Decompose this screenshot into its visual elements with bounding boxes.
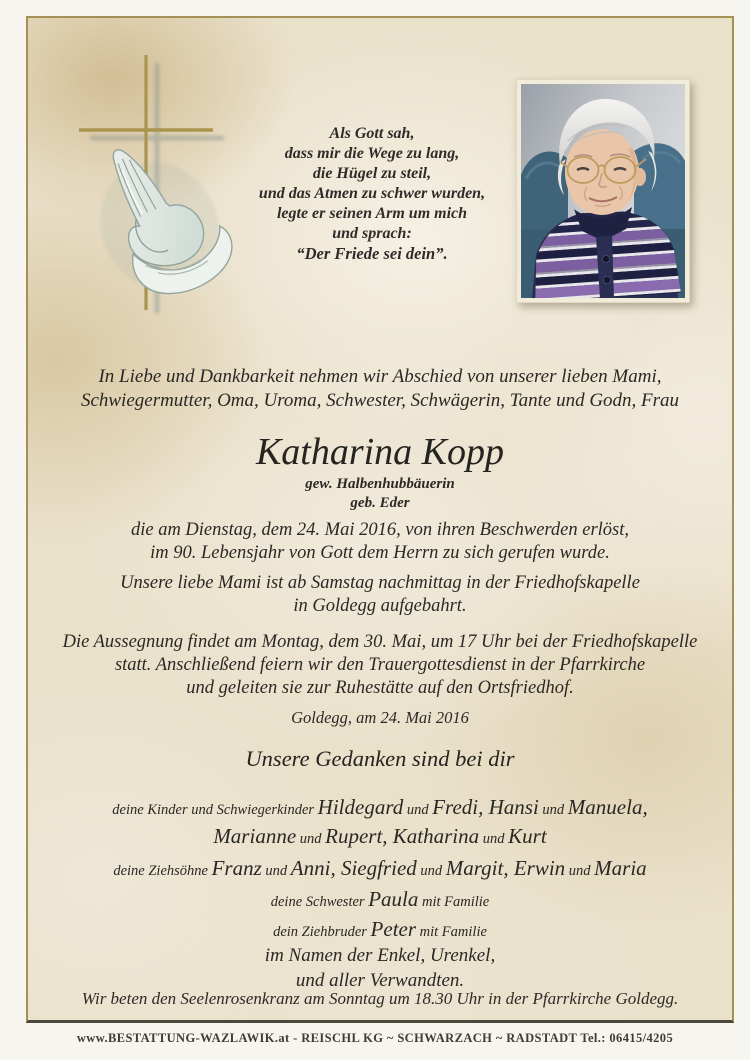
portrait-photo [516,79,690,303]
deceased-former-title: gew. Halbenhubbäuerin [305,476,455,492]
thoughts-heading: Unsere Gedanken sind bei dir [245,746,515,771]
poem-quote-line: “Der Friede sei dein”. [296,244,448,263]
service-line: und geleiten sie zur Ruhestätte auf den Ortsfriedhof. [186,678,574,698]
mourner-text-small: mit Familie [418,894,490,910]
mourner-text-small: und [416,863,446,879]
poem-line: die Hügel zu steil, [312,165,432,182]
intro-line: In Liebe und Dankbarkeit nehmen wir Abschied von unserer lieben Mami, [98,366,662,387]
mourner-text-medium: im Namen der Enkel, Urenkel, [264,945,496,966]
dateline: Goldegg, am 24. Mai 2016 [291,708,469,727]
intro-paragraph [28,365,732,413]
service-paragraph [28,631,732,700]
mourner-text-small: und [296,831,326,847]
mourner-text-name: Rupert, Katharina [325,824,480,848]
poem-line: legte er seinen Arm um mich [276,205,468,222]
laying-out-line: Unsere liebe Mami ist ab Samstag nachmittag in der Friedhofskapelle [120,573,640,593]
rosary-note: Wir beten den Seelenrosenkranz am Sonntag um 18.30 Uhr in der Pfarrkirche Goldegg. [81,989,679,1008]
mourner-text-name: Margit, Erwin [445,856,566,880]
poem-line: dass mir die Wege zu lang, [284,145,460,162]
mourner-text-small: und [565,863,595,879]
laying-out-paragraph [28,572,732,618]
mourner-text-medium: und aller Verwandten. [295,970,465,991]
mourner-text-small: deine Kinder und Schwiegerkinder [112,802,318,818]
mourner-text-name: Fredi, Hansi [432,795,539,819]
mourner-text-small: und [479,831,509,847]
funeral-home-footer: www.BESTATTUNG-WAZLAWIK.at - REISCHL KG ~ SCHWARZACH ~ RADSTADT Tel.: 06415/4205 [76,1031,674,1045]
service-line: statt. Anschließend feiern wir den Trauergottesdienst in der Pfarrkirche [114,655,646,675]
poem-line: und sprach: [332,225,412,242]
mourner-text-small: deine Ziehsöhne [113,863,212,879]
death-line: die am Dienstag, dem 24. Mai 2016, von ihren Beschwerden erlöst, [130,520,630,540]
mourner-text-small: mit Familie [416,924,487,940]
mourner-text-small: deine Schwester [270,894,369,910]
deceased-maiden-name: geb. Eder [350,495,410,511]
intro-line: Schwiegermutter, Oma, Uroma, Schwester, Schwägerin, Tante und Godn, Frau [80,390,680,411]
laying-out-line: in Goldegg aufgebahrt. [293,596,467,616]
opening-poem [172,124,572,264]
poem-line: und das Atmen zu schwer wurden, [258,185,486,202]
mourner-text-name: Kurt [508,824,547,848]
mourner-text-small: und [261,863,291,879]
mourners-line [28,823,732,852]
mourner-text-name: Hildegard [317,795,404,819]
mourner-text-name: Peter [370,917,417,941]
mourner-text-name: Paula [368,887,419,911]
mourner-text-name: Maria [594,856,647,880]
service-line: Die Aussegnung findet am Montag, dem 30. Mai, um 17 Uhr bei der Friedhofskapelle [62,632,698,652]
mourners-list [28,794,732,994]
death-line: im 90. Lebensjahr von Gott dem Herrn zu sich gerufen wurde. [150,543,610,563]
mourner-text-name: Manuela, [567,795,648,819]
mourners-line [28,887,732,914]
death-paragraph [28,519,732,565]
mourner-text-name: Marianne [213,824,297,848]
mourner-text-small: und [538,802,568,818]
poem-line: Als Gott sah, [329,125,415,142]
deceased-name: Katharina Kopp [255,431,505,473]
mourner-text-small: und [403,802,433,818]
mourners-line [28,917,732,944]
memorial-card [26,16,734,1023]
mourner-text-name: Franz [211,856,262,880]
mourner-text-small: dein Ziehbruder [273,924,371,940]
mourners-line [28,794,732,823]
mourners-line [28,944,732,969]
mourners-line [28,855,732,884]
mourner-text-name: Anni, Siegfried [290,856,417,880]
